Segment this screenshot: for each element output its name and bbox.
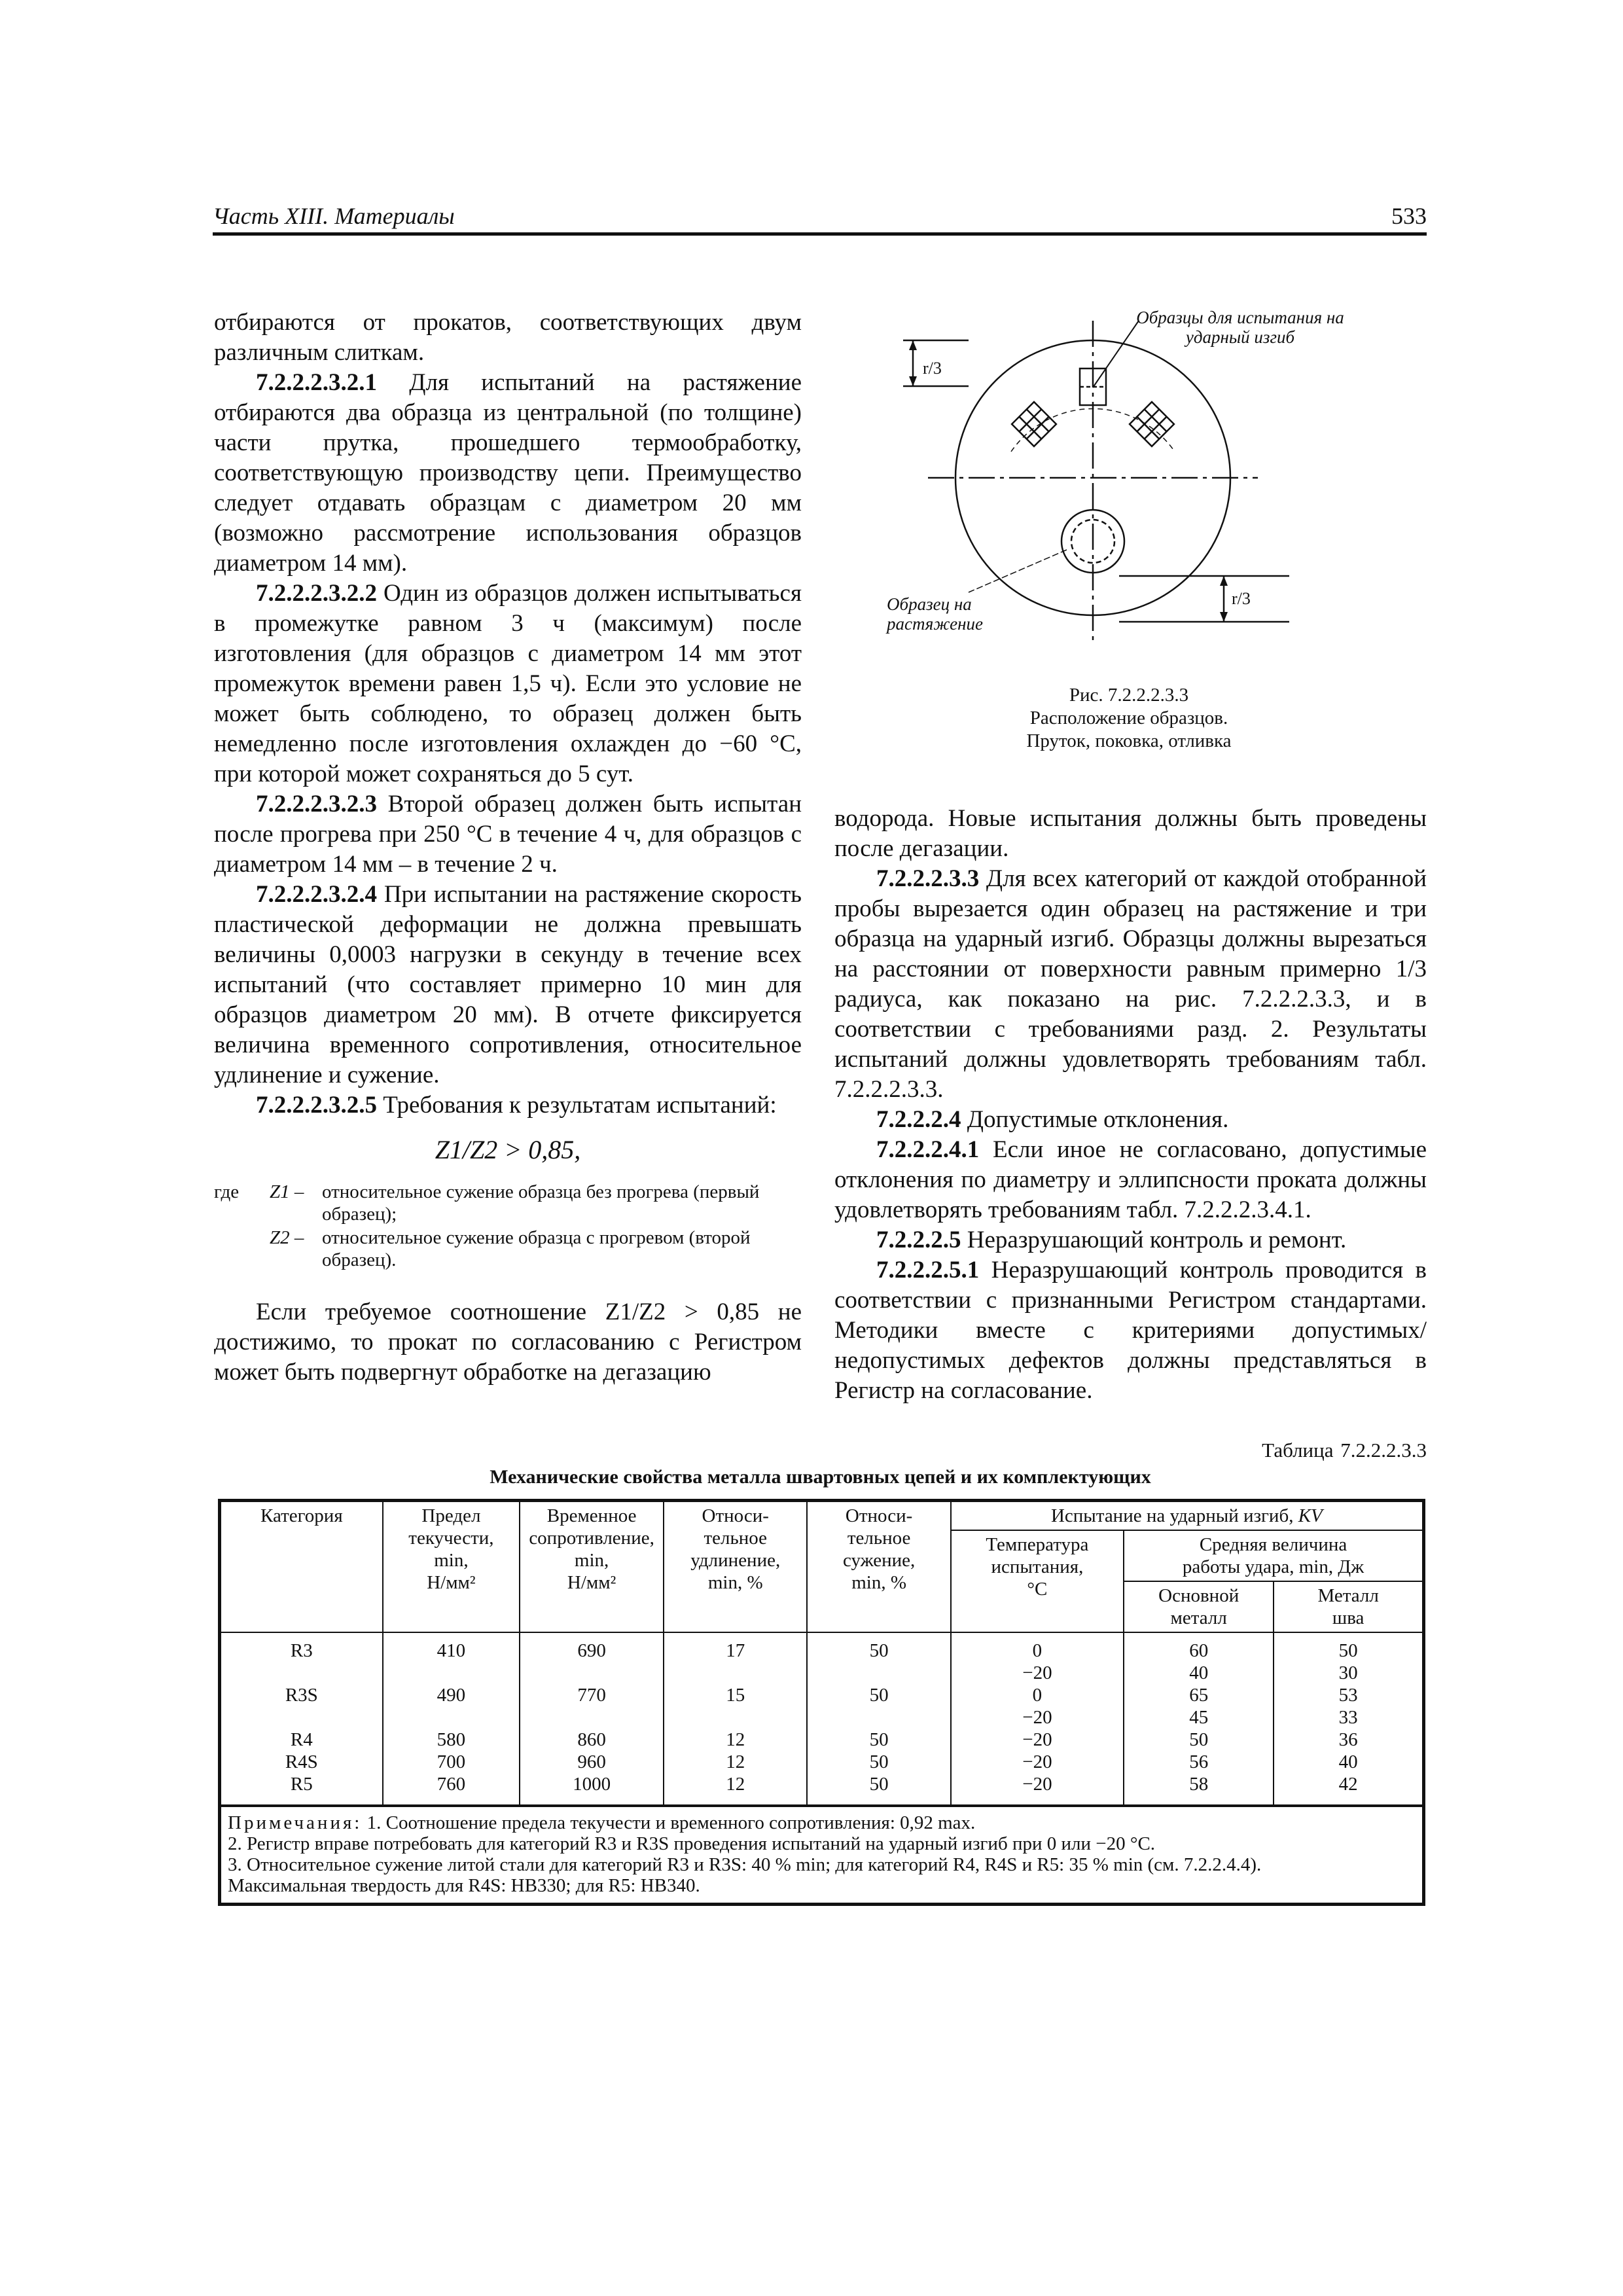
clause-number: 7.2.2.2.4 [876, 1106, 961, 1133]
table-cell: 65 [1124, 1684, 1274, 1706]
paragraph [834, 864, 1427, 1105]
paragraph: отбираются от прокатов, соответствующих двум различным слиткам. [214, 309, 802, 366]
table-number-label: Таблица [1262, 1439, 1334, 1462]
header-tensile [520, 1501, 664, 1633]
header-line: Средняя величина [1199, 1534, 1347, 1555]
table-cell: 50 [807, 1729, 950, 1751]
paragraph-text: Допустимые отклонения. [961, 1106, 1229, 1133]
table-cell: 410 [383, 1632, 520, 1662]
paragraph [214, 880, 802, 1090]
table-notes [220, 1806, 1424, 1905]
header-line: Н/мм² [427, 1572, 476, 1593]
note-4: Максимальная твердость для R4S: HB330; для R5: HB340. [228, 1875, 700, 1896]
header-weld-metal [1274, 1581, 1423, 1632]
header-line: испытания, [991, 1556, 1084, 1577]
paragraph: водорода. Новые испытания должны быть проведены после дегазации. [834, 805, 1427, 862]
table-cell: 50 [1274, 1632, 1423, 1662]
header-average-energy [1124, 1530, 1423, 1581]
table-cell: R4 [220, 1729, 383, 1751]
header-line: Основной [1158, 1585, 1240, 1606]
table-row [220, 1662, 1424, 1684]
table-cell [664, 1662, 807, 1684]
header-temperature [951, 1530, 1124, 1632]
table-cell: 50 [807, 1684, 950, 1706]
table-cell: 700 [383, 1751, 520, 1773]
table-cell: −20 [951, 1662, 1124, 1684]
paragraph [214, 1090, 802, 1121]
table-cell: −20 [951, 1706, 1124, 1729]
table-cell: 15 [664, 1684, 807, 1706]
header-line: Металл [1317, 1585, 1379, 1606]
header-line: Н/мм² [567, 1572, 616, 1593]
table-cell: 53 [1274, 1684, 1423, 1706]
table-cell: 770 [520, 1684, 664, 1706]
paragraph-text: Для испытаний на растяжение отбираются два образца из центральной (по толщине) части прутка, прошедшего термообработку, соответствующую производству цепи. Преимущество следует отдавать образцам с диаметром 20 мм (возможно рассмотрение использования образцов диаметром 14 мм). [214, 369, 802, 577]
header-category: Категория [220, 1501, 383, 1633]
header-line: сопротивление, [529, 1528, 654, 1549]
table-row [220, 1729, 1424, 1751]
paragraph-text: Неразрушающий контроль и ремонт. [961, 1227, 1347, 1253]
table-cell: 0 [951, 1632, 1124, 1662]
header-reduction [807, 1501, 950, 1633]
header-elongation [664, 1501, 807, 1633]
table-cell: 30 [1274, 1662, 1423, 1684]
header-line: работы удара, min, Дж [1182, 1556, 1364, 1577]
note-3: 3. Относительное сужение литой стали для категорий R3 и R3S: 40 % min; для категорий R4, R4S и R5: 35 % min (см. 7.2.2.4.4). [228, 1854, 1262, 1875]
definition-z2: относительное сужение образца с прогревом (второй образец). [322, 1227, 751, 1270]
paragraph: Если требуемое соотношение Z1/Z2 > 0,85 не достижимо, то прокат по согласованию с Регистром может быть подвергнут обработке на дегазацию [214, 1299, 802, 1386]
clause-number: 7.2.2.2.3.2.5 [256, 1092, 377, 1119]
header-base-metal [1124, 1581, 1274, 1632]
table-cell: 760 [383, 1773, 520, 1806]
paragraph [214, 579, 802, 789]
paragraph-text: При испытании на растяжение скорость пластической деформации не должна превышать величины 0,0003 нагрузки в секунду в течение всех испытаний (что составляет примерно 10 мин для образцов диаметром 20 мм). В отчете фиксируется величина временного сопротивления, относительное удлинение и сужение. [214, 881, 802, 1088]
header-line: металл [1170, 1607, 1227, 1628]
table-cell: −20 [951, 1729, 1124, 1751]
table-row [220, 1684, 1424, 1706]
caption-line: Рис. 7.2.2.2.3.3 [1069, 685, 1189, 706]
note-1: Примечания: 1. Соотношение предела текучести и временного сопротивления: 0,92 max. [228, 1812, 976, 1833]
table-number [1262, 1439, 1427, 1462]
header-line: min, % [851, 1572, 907, 1593]
symbol-z1: Z1 – [270, 1181, 304, 1202]
header-line: Относи- [702, 1505, 769, 1526]
header-line: min, % [707, 1572, 763, 1593]
clause-number: 7.2.2.2.3.2.1 [256, 369, 377, 396]
clause-number: 7.2.2.2.3.2.4 [256, 881, 377, 908]
table-cell: 490 [383, 1684, 520, 1706]
table-cell: −20 [951, 1773, 1124, 1806]
header-line: min, [434, 1550, 469, 1571]
table-row [220, 1632, 1424, 1662]
impact-specimens-label: Образцы для испытания на ударный изгиб [1136, 308, 1344, 347]
paragraph-text: Один из образцов должен испытываться в промежутке равном 3 ч (максимум) после изготовления (для образцов с диаметром 14 мм этот промежуток времени равен 1,5 ч). Если это условие не может быть соблюдено, то образец должен быть немедленно после изготовления охлажден до −60 °С, при которой может сохраняться до 5 сут. [214, 580, 802, 787]
table-cell: 1000 [520, 1773, 664, 1806]
table-cell [220, 1706, 383, 1729]
header-line: текучести, [408, 1528, 494, 1549]
tensile-specimen-label: Образец на растяжение [887, 594, 983, 634]
table-cell [220, 1662, 383, 1684]
header-impact: Испытание на ударный изгиб, KV [951, 1501, 1424, 1531]
table-cell: −20 [951, 1751, 1124, 1773]
table-cell: 36 [1274, 1729, 1423, 1751]
symbol-z2: Z2 – [270, 1227, 304, 1248]
left-column [214, 308, 802, 1388]
table-cell [520, 1662, 664, 1684]
header-yield [383, 1501, 520, 1633]
clause-number: 7.2.2.2.5 [876, 1227, 961, 1253]
table-cell [520, 1706, 664, 1729]
paragraph-text: Второй образец должен быть испытан после прогрева при 250 °С в течение 4 ч, для образцов с диаметром 14 мм – в течение 2 ч. [214, 791, 802, 878]
table-cell: 50 [807, 1773, 950, 1806]
table-cell: 860 [520, 1729, 664, 1751]
table-cell [807, 1662, 950, 1684]
table-cell: 42 [1274, 1773, 1423, 1806]
header-line: Температура [986, 1534, 1089, 1555]
table-cell: 17 [664, 1632, 807, 1662]
header-line: Предел [421, 1505, 481, 1526]
table-cell: 0 [951, 1684, 1124, 1706]
table-cell: 40 [1274, 1751, 1423, 1773]
paragraph [834, 1255, 1427, 1406]
note-2: 2. Регистр вправе потребовать для категорий R3 и R3S проведения испытаний на ударный изгиб при 0 или −20 °С. [228, 1833, 1156, 1854]
table-cell: 50 [807, 1751, 950, 1773]
clause-number: 7.2.2.2.4.1 [876, 1136, 980, 1163]
properties-table [218, 1499, 1425, 1906]
table-cell: 40 [1124, 1662, 1274, 1684]
header-line: шва [1332, 1607, 1364, 1628]
right-column [834, 804, 1427, 1406]
table-number-value: 7.2.2.2.3.3 [1340, 1439, 1427, 1462]
table-cell [664, 1706, 807, 1729]
clause-number: 7.2.2.2.5.1 [876, 1257, 980, 1283]
clause-number: 7.2.2.2.3.2.3 [256, 791, 377, 817]
table-row [220, 1773, 1424, 1806]
paragraph-text: Если иное не согласовано, допустимые отклонения по диаметру и эллипсности проката должны удовлетворять требованиям табл. 7.2.2.2.3.4.1. [834, 1136, 1427, 1223]
paragraph [834, 1105, 1427, 1135]
definition-z1: относительное сужение образца без прогрева (первый образец); [322, 1181, 760, 1225]
caption-line: Пруток, поковка, отливка [1026, 730, 1232, 751]
table-cell: 12 [664, 1751, 807, 1773]
formula-legend [214, 1181, 802, 1271]
table-cell: 58 [1124, 1773, 1274, 1806]
header-line: тельное [847, 1528, 911, 1549]
r3-top-label: r/3 [923, 359, 942, 378]
table-cell: 12 [664, 1773, 807, 1806]
table-cell: 56 [1124, 1751, 1274, 1773]
paragraph-text: Требования к результатам испытаний: [377, 1092, 777, 1119]
table-cell: 12 [664, 1729, 807, 1751]
table-cell: R3 [220, 1632, 383, 1662]
table-row [220, 1751, 1424, 1773]
table-title: Механические свойства металла швартовных цепей и их комплектующих [490, 1466, 1151, 1488]
figure [831, 301, 1427, 759]
r3-right-label: r/3 [1232, 589, 1251, 608]
table-cell: R3S [220, 1684, 383, 1706]
table-cell [807, 1706, 950, 1729]
table-cell: 50 [807, 1632, 950, 1662]
paragraph [214, 368, 802, 579]
table-cell [383, 1662, 520, 1684]
header-line: Временное [546, 1505, 637, 1526]
table-cell: 960 [520, 1751, 664, 1773]
caption-line: Расположение образцов. [1029, 708, 1228, 728]
table-cell: 60 [1124, 1632, 1274, 1662]
formula: Z1/Z2 > 0,85, [435, 1135, 581, 1164]
header-line: Относи- [845, 1505, 913, 1526]
figure-caption [831, 684, 1427, 753]
notes-heading: Примечания: [228, 1812, 363, 1833]
table-cell: 690 [520, 1632, 664, 1662]
paragraph [214, 789, 802, 880]
header-line: тельное [704, 1528, 767, 1549]
table-cell: 50 [1124, 1729, 1274, 1751]
table-cell: R5 [220, 1773, 383, 1806]
paragraph [834, 1135, 1427, 1225]
header-line: удлинение, [690, 1550, 781, 1571]
table-row [220, 1706, 1424, 1729]
where-label: где [214, 1181, 240, 1202]
paragraph-text: Неразрушающий контроль проводится в соответствии с признанными Регистром стандартами. Методики вместе с критериями допустимых/недопустимых дефектов должны представляться в Регистр на согласование. [834, 1257, 1427, 1404]
header-line: сужение, [842, 1550, 916, 1571]
paragraph-text: Для всех категорий от каждой отобранной пробы вырезается один образец на растяжение и три образца на ударный изгиб. Образцы должны вырезаться на расстоянии от поверхности равным примерно 1/3 радиуса, как показано на рис. 7.2.2.2.3.3, и в соответствии с требованиями разд. 2. Результаты испытаний должны удовлетворять требованиям табл. 7.2.2.2.3.3. [834, 865, 1427, 1103]
page-header [213, 200, 1427, 236]
table-cell: 45 [1124, 1706, 1274, 1729]
clause-number: 7.2.2.2.3.3 [876, 865, 980, 892]
table-cell: 33 [1274, 1706, 1423, 1729]
table-cell [383, 1706, 520, 1729]
running-title: Часть XIII. Материалы [213, 203, 455, 229]
page-number: 533 [1391, 203, 1427, 229]
table-cell: R4S [220, 1751, 383, 1773]
paragraph [834, 1225, 1427, 1255]
table-cell: 580 [383, 1729, 520, 1751]
clause-number: 7.2.2.2.3.2.2 [256, 580, 377, 607]
header-line: °С [1027, 1579, 1048, 1600]
header-line: min, [574, 1550, 609, 1571]
